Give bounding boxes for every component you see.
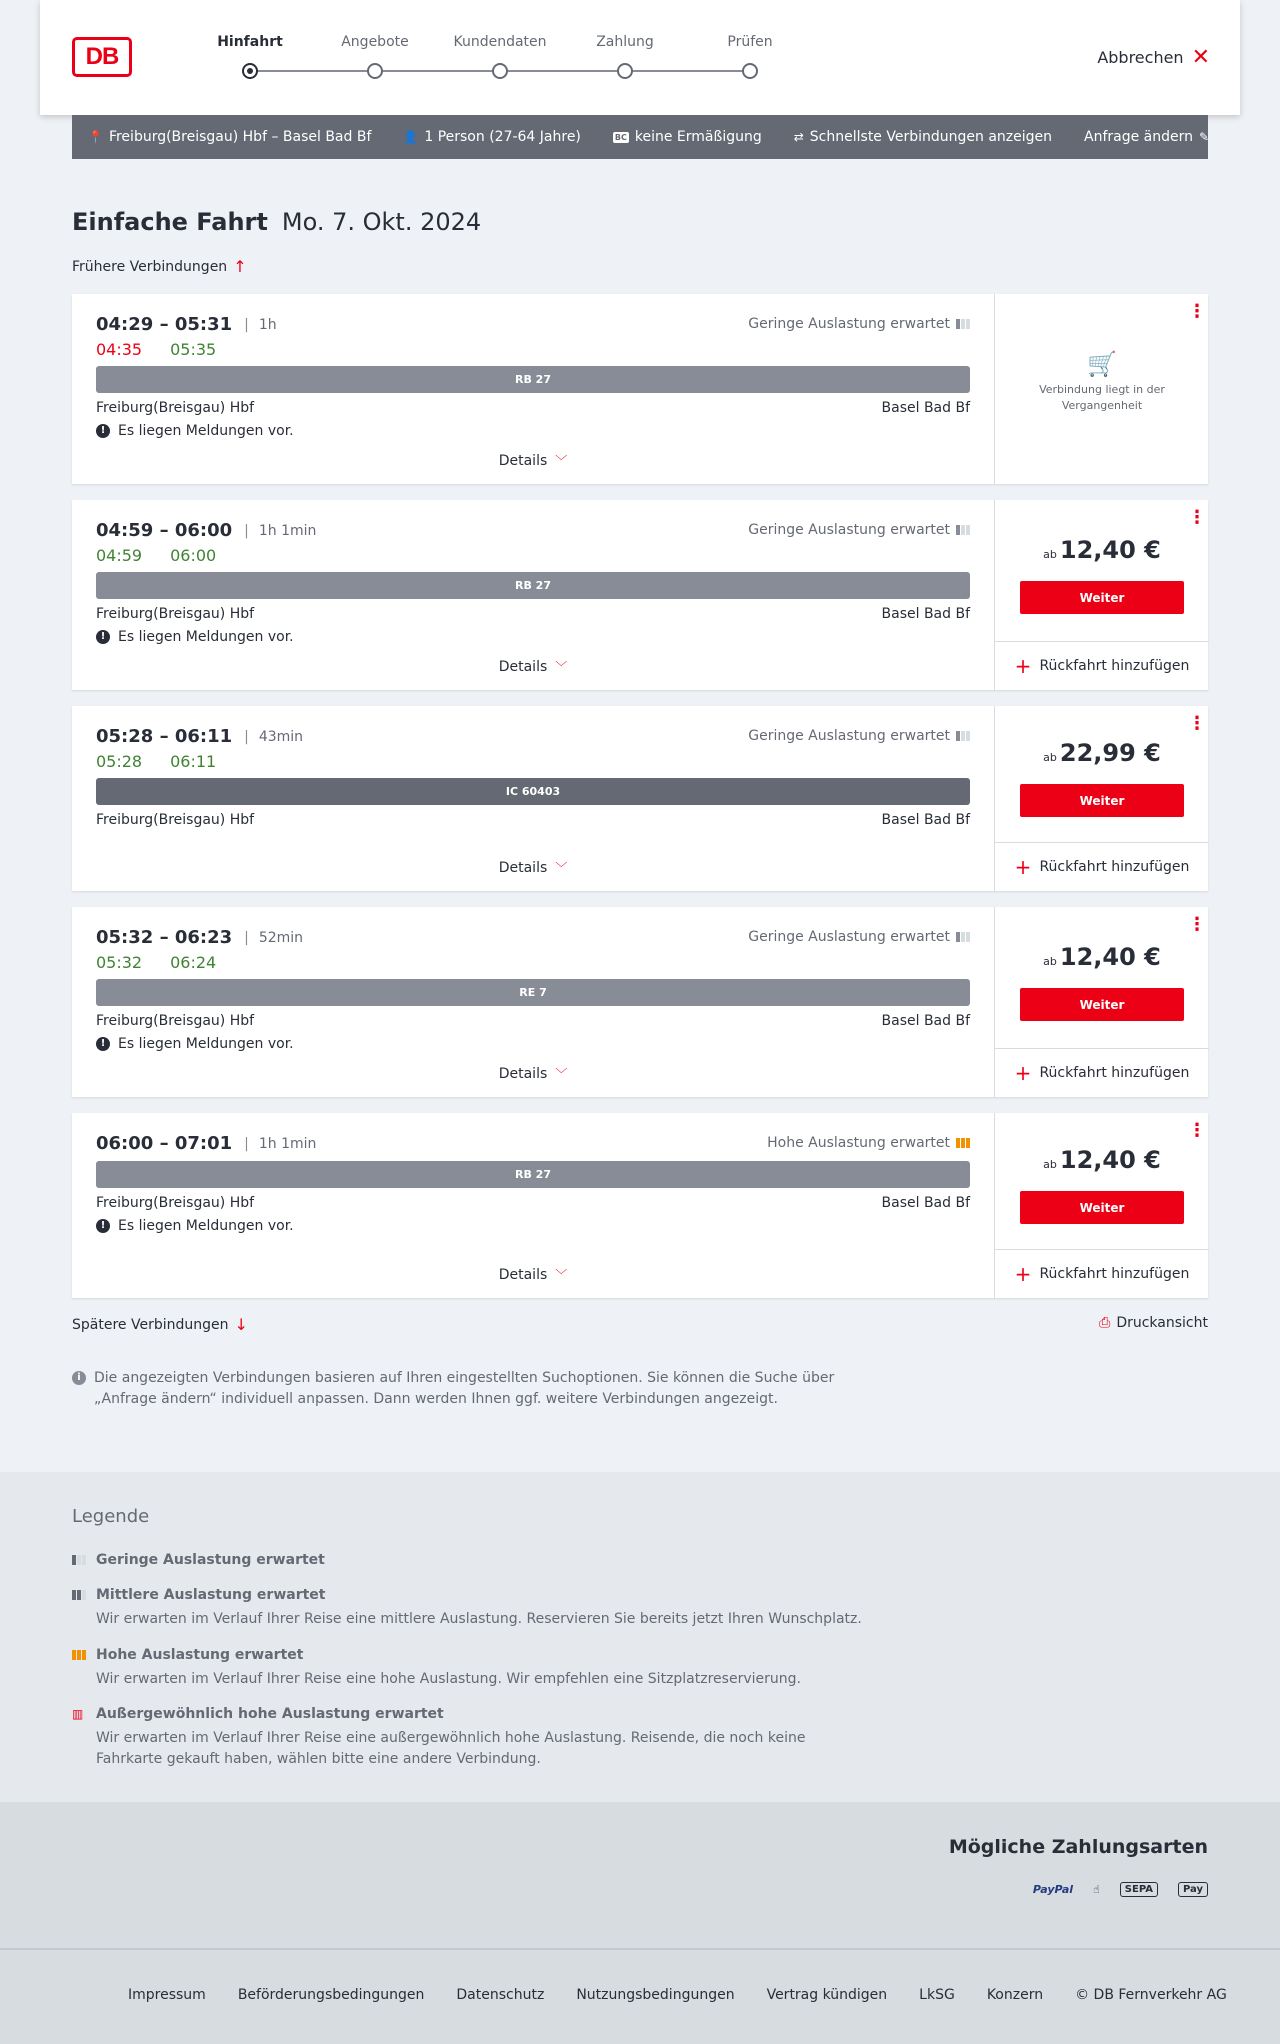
occupancy-low-icon [956,932,970,942]
occupancy-label: Geringe Auslastung erwartet [748,929,950,945]
connection-main[interactable] [72,706,994,891]
db-logo[interactable]: DB [72,37,132,77]
stations [96,812,970,828]
earlier-connections-label: Frühere Verbindungen [72,258,228,275]
close-icon: ✕ [1191,44,1210,70]
add-return-button[interactable] [995,1048,1209,1097]
occupancy-very-high-icon: ▥ [72,1707,84,1721]
print-view-label: Druckansicht [1116,1315,1208,1331]
price-value: 12,40 € [1059,536,1161,564]
destination-station: Basel Bad Bf [881,812,970,828]
duration: 1h [258,316,277,333]
footer-copyright: © DB Fernverkehr AG [1075,1987,1227,2003]
destination-station: Basel Bad Bf [881,606,970,622]
credit-card-icon: ☝︎ [1093,1883,1100,1896]
realtime-departure: 05:32 [96,953,143,972]
route-text: Freiburg(Breisgau) Hbf – Basel Bad Bf [108,129,372,145]
trip-type: Einfache Fahrt [72,208,268,236]
footer-link-nutzungsbedingungen[interactable]: Nutzungsbedingungen [576,1987,735,2003]
step-hinfahrt: Hinfahrt [217,34,283,50]
search-info-note [72,1368,852,1410]
past-connection-text: Verbindung liegt in der Vergangenheit [1039,383,1165,412]
later-connections-label: Spätere Verbindungen [72,1316,229,1333]
occupancy-info [748,929,970,945]
legend-item-description: Wir erwarten im Verlauf Ihrer Reise eine hohe Auslastung. Wir empfehlen eine Sitzplatzreservierung. [96,1671,801,1687]
route-summary [88,129,371,145]
details-label: Details [498,1066,548,1082]
more-options-icon[interactable]: ⋮ [1188,301,1206,322]
step-pruefen: Prüfen [727,34,773,50]
booking-header [40,0,1240,115]
step-dot [617,63,633,79]
legend-item-low [72,1552,872,1568]
realtime-departure: 04:35 [96,340,143,359]
chevron-down-icon: ﹀ [555,1268,568,1282]
legend-item-label: Hohe Auslastung erwartet [96,1647,304,1663]
connection-times [96,1133,316,1154]
legend-item-high [72,1647,872,1690]
duration: 1h 1min [258,522,317,539]
train-segment-bar[interactable]: IC 60403 [96,778,970,805]
cancel-button[interactable] [1097,44,1210,70]
price-prefix: ab [1043,548,1057,561]
details-label: Details [498,1267,548,1283]
occupancy-info [748,522,970,538]
connection-main[interactable] [72,1113,994,1298]
connection-main[interactable] [72,294,994,484]
realtime-arrival: 06:11 [170,752,217,771]
arrow-up-icon: ↑ [233,257,247,276]
info-icon: i [72,1371,86,1385]
occupancy-label: Hohe Auslastung erwartet [767,1135,950,1151]
add-return-button[interactable] [995,842,1209,891]
occupancy-label: Geringe Auslastung erwartet [748,728,950,744]
separator: | [244,1135,249,1152]
add-return-button[interactable] [995,641,1209,690]
results-footer-links [72,1315,1208,1335]
person-icon: 👤 [403,130,419,144]
price-prefix: ab [1043,1158,1057,1171]
discount-summary [613,129,762,145]
price-value: 22,99 € [1059,739,1161,767]
details-label: Details [498,860,548,876]
footer-link-vertrag-kuendigen[interactable]: Vertrag kündigen [766,1987,888,2003]
price [995,739,1209,767]
swap-icon: ⇄ [793,130,804,144]
arrow-down-icon: ↓ [234,1315,248,1334]
occupancy-low-icon [956,525,970,535]
price-value: 12,40 € [1059,943,1161,971]
details-label: Details [498,453,548,469]
add-return-label: Rückfahrt hinzufügen [1039,1266,1190,1282]
train-segment-bar[interactable]: RE 7 [96,979,970,1006]
connection-card [72,1113,1208,1298]
apple-pay-icon: Pay [1178,1882,1208,1897]
notice-message [96,423,294,439]
price [995,1146,1209,1174]
notice-text: Es liegen Meldungen vor. [118,1218,294,1234]
step-dot-current [242,63,258,79]
realtime-departure: 04:59 [96,546,143,565]
alert-icon: ! [96,1037,110,1051]
search-summary-bar [72,115,1208,159]
occupancy-high-icon [72,1650,88,1660]
notice-message [96,1036,294,1052]
departure-arrival: 04:29 – 05:31 [96,314,233,335]
step-dot [742,63,758,79]
continue-button[interactable]: Weiter [1020,784,1184,817]
occupancy-low-icon [956,731,970,741]
occupancy-low-icon [956,319,970,329]
more-options-icon[interactable]: ⋮ [1188,914,1206,935]
notice-text: Es liegen Meldungen vor. [118,1036,294,1052]
stations [96,1013,970,1029]
connection-card [72,907,1208,1097]
occupancy-info [748,316,970,332]
connection-times [96,314,277,335]
realtime-arrival: 06:24 [170,953,217,972]
details-label: Details [498,659,548,675]
stations [96,400,970,416]
passenger-summary [403,129,581,145]
connection-side [994,706,1208,891]
occupancy-low-icon [72,1555,88,1565]
progress-stepper [180,34,780,84]
price [995,943,1209,971]
origin-station: Freiburg(Breisgau) Hbf [96,812,255,828]
notice-text: Es liegen Meldungen vor. [118,423,294,439]
later-connections-link[interactable] [72,1315,248,1334]
legend-item-description: Wir erwarten im Verlauf Ihrer Reise eine mittlere Auslastung. Reservieren Sie bereits jetzt Ihren Wunschplatz. [96,1611,862,1627]
notice-message [96,629,294,645]
bahncard-icon: BC [614,132,627,142]
payment-icons [1033,1882,1208,1897]
legend-item-label: Geringe Auslastung erwartet [96,1552,325,1568]
destination-station: Basel Bad Bf [881,400,970,416]
connection-times [96,520,316,541]
separator: | [244,316,249,333]
add-return-label: Rückfahrt hinzufügen [1039,859,1190,875]
step-zahlung: Zahlung [596,34,654,50]
realtime-times [96,340,216,359]
realtime-departure: 05:28 [96,752,143,771]
fastest-text: Schnellste Verbindungen anzeigen [809,129,1053,145]
paypal-icon: PayPal [1032,1883,1074,1896]
destination-station: Basel Bad Bf [881,1195,970,1211]
plus-icon: + [1014,1061,1032,1085]
duration: 1h 1min [258,1135,317,1152]
chevron-down-icon: ﹀ [555,454,568,468]
trip-date: Mo. 7. Okt. 2024 [281,208,482,236]
connection-side [994,500,1208,690]
details-toggle[interactable] [72,1065,994,1082]
realtime-times [96,953,216,972]
step-kundendaten: Kundendaten [453,34,547,50]
discount-text: keine Ermäßigung [634,129,762,145]
alert-icon: ! [96,1219,110,1233]
departure-arrival: 05:28 – 06:11 [96,726,233,747]
footer-link-impressum[interactable]: Impressum [128,1987,206,2003]
departure-arrival: 06:00 – 07:01 [96,1133,233,1154]
footer-links [128,1987,1227,2003]
occupancy-info [767,1135,970,1151]
pencil-icon: ✎ [1199,130,1210,144]
legend-item-label: Mittlere Auslastung erwartet [96,1587,326,1603]
step-angebote: Angebote [341,34,409,50]
legend-title: Legende [72,1506,150,1527]
destination-station: Basel Bad Bf [881,1013,970,1029]
chevron-down-icon: ﹀ [555,861,568,875]
connection-card [72,294,1208,484]
plus-icon: + [1014,1262,1032,1286]
cart-unavailable-icon: 🛒 [1087,350,1117,378]
train-segment-bar[interactable]: RB 27 [96,1161,970,1188]
details-toggle[interactable] [72,859,994,876]
realtime-arrival: 05:35 [170,340,217,359]
duration: 43min [258,728,304,745]
page-footer [0,1948,1280,2044]
price-prefix: ab [1043,955,1057,968]
stations [96,1195,970,1211]
continue-button[interactable]: Weiter [1020,1191,1184,1224]
occupancy-medium-icon [72,1590,88,1600]
legend-item-very-high [72,1706,872,1770]
sepa-icon: SEPA [1120,1882,1158,1897]
cancel-label: Abbrechen [1097,48,1184,67]
realtime-times [96,546,216,565]
occupancy-info [748,728,970,744]
occupancy-label: Geringe Auslastung erwartet [748,522,950,538]
connection-side [994,1113,1208,1298]
details-toggle[interactable] [72,452,994,469]
step-dot [492,63,508,79]
add-return-label: Rückfahrt hinzufügen [1039,658,1190,674]
separator: | [244,522,249,539]
change-request-button[interactable] [1084,129,1209,145]
payment-methods-section [0,1802,1280,1948]
separator: | [244,929,249,946]
past-connection-info [995,350,1209,414]
legend-section [0,1472,1280,1802]
more-options-icon[interactable]: ⋮ [1188,507,1206,528]
price-prefix: ab [1043,751,1057,764]
price-value: 12,40 € [1059,1146,1161,1174]
duration: 52min [258,929,304,946]
legend-item-medium [72,1587,872,1630]
footer-link-konzern[interactable]: Konzern [986,1987,1044,2003]
notice-message [96,1218,294,1234]
stations [96,606,970,622]
origin-station: Freiburg(Breisgau) Hbf [96,1195,255,1211]
payment-methods-title: Mögliche Zahlungsarten [948,1836,1208,1858]
earlier-connections-link[interactable] [72,257,247,276]
train-segment-bar[interactable]: RB 27 [96,366,970,393]
realtime-arrival: 06:00 [170,546,217,565]
details-toggle[interactable] [72,658,994,675]
separator: | [244,728,249,745]
footer-link-lksg[interactable]: LkSG [919,1987,955,2003]
location-pin-icon: 📍 [88,130,103,144]
connection-card [72,706,1208,891]
chevron-down-icon: ﹀ [555,1067,568,1081]
continue-button[interactable]: Weiter [1020,988,1184,1021]
change-request-label: Anfrage ändern [1084,129,1194,145]
plus-icon: + [1014,855,1032,879]
step-dot [367,63,383,79]
connection-main[interactable] [72,907,994,1097]
alert-icon: ! [96,630,110,644]
legend-item-label: Außergewöhnlich hohe Auslastung erwartet [96,1706,444,1722]
connection-side [994,907,1208,1097]
origin-station: Freiburg(Breisgau) Hbf [96,400,255,416]
connection-card [72,500,1208,690]
page-title [72,208,481,236]
add-return-button[interactable] [995,1249,1209,1298]
train-segment-bar[interactable]: RB 27 [96,572,970,599]
passenger-text: 1 Person (27-64 Jahre) [424,129,581,145]
departure-arrival: 04:59 – 06:00 [96,520,233,541]
departure-arrival: 05:32 – 06:23 [96,927,233,948]
alert-icon: ! [96,424,110,438]
origin-station: Freiburg(Breisgau) Hbf [96,606,255,622]
notice-text: Es liegen Meldungen vor. [118,629,294,645]
add-return-label: Rückfahrt hinzufügen [1039,1065,1190,1081]
printer-icon: ⎙ [1099,1315,1111,1331]
more-options-icon[interactable]: ⋮ [1188,713,1206,734]
plus-icon: + [1014,654,1032,678]
fastest-connections-toggle[interactable] [794,129,1052,145]
connection-times [96,726,303,747]
details-toggle[interactable] [72,1266,994,1283]
origin-station: Freiburg(Breisgau) Hbf [96,1013,255,1029]
print-view-link[interactable] [1099,1315,1208,1331]
footer-link-datenschutz[interactable]: Datenschutz [456,1987,545,2003]
occupancy-high-icon [956,1138,970,1148]
chevron-down-icon: ﹀ [555,660,568,674]
more-options-icon[interactable]: ⋮ [1188,1120,1206,1141]
connection-times [96,927,303,948]
realtime-times [96,752,216,771]
price [995,536,1209,564]
occupancy-label: Geringe Auslastung erwartet [748,316,950,332]
connection-main[interactable] [72,500,994,690]
search-info-text: Die angezeigten Verbindungen basieren auf Ihren eingestellten Suchoptionen. Sie können die Suche über „Anfrage ändern“ individuell anpassen. Dann werden Ihnen ggf. weitere Verbindungen angezeigt. [94,1370,835,1407]
continue-button[interactable]: Weiter [1020,581,1184,614]
footer-link-befoerderungsbedingungen[interactable]: Beförderungsbedingungen [237,1987,425,2003]
legend-item-description: Wir erwarten im Verlauf Ihrer Reise eine außergewöhnlich hohe Auslastung. Reisende, die noch keine Fahrkarte gekauft haben, wählen bitte eine andere Verbindung. [96,1730,806,1767]
connection-side [994,294,1208,484]
